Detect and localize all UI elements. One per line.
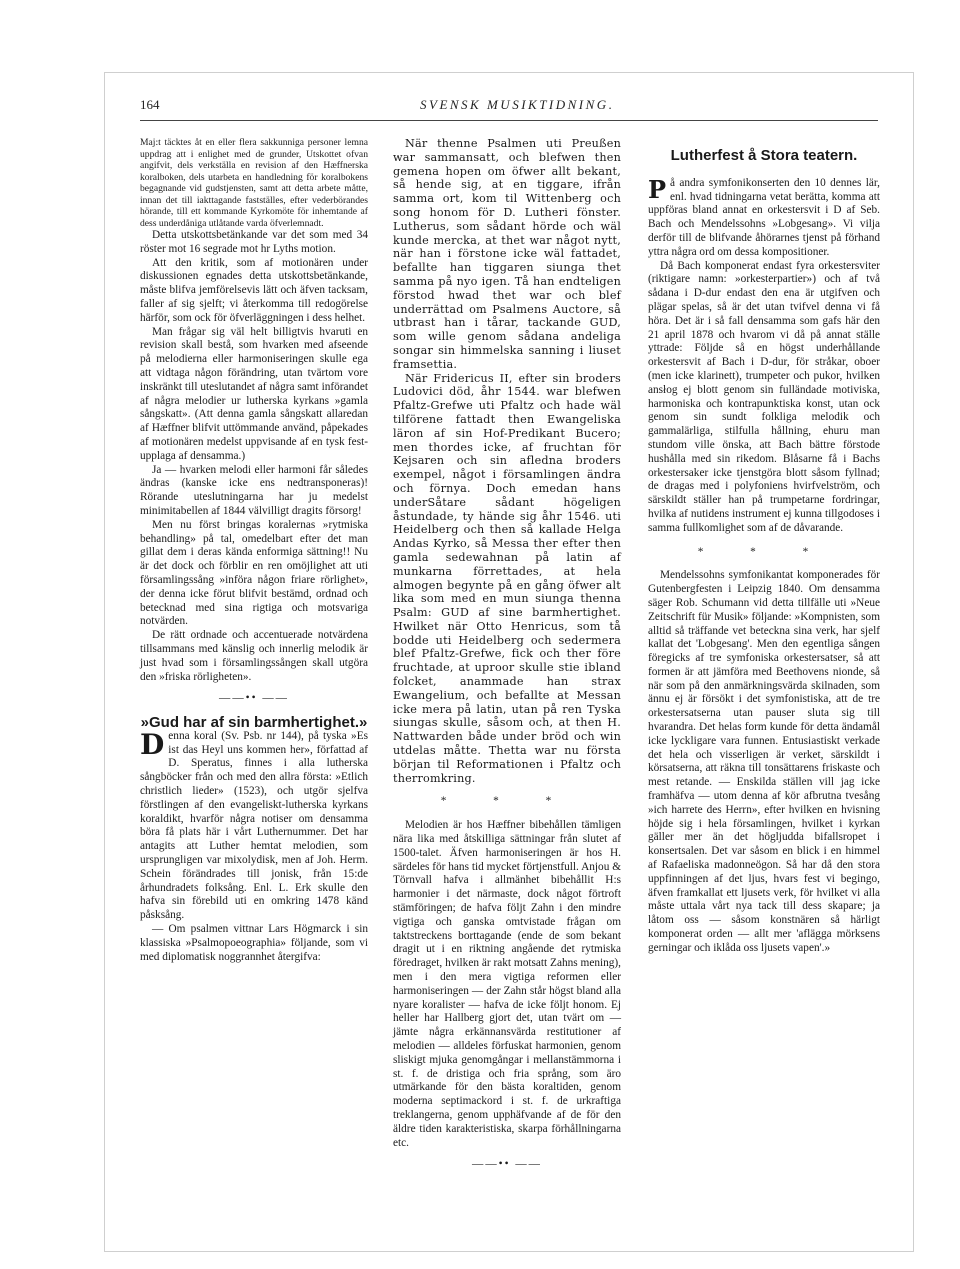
paragraph: — Om psalmen vittnar Lars Högmarck i sin klassiska »Psalmopoeographia» följande, som vi med diplomatisk noggrannhet återgifva: <box>140 923 368 963</box>
paragraph: Ja — hvarken melodi eller harmoni får således ändras (kanske icke ens nedtransponeras)! Rörande uteslutningarna har ju medelst minimitabellen af 1844 välvilligt dragits försorg! <box>140 463 368 517</box>
paragraph: Man frågar sig väl helt billigtvis hvaruti en revision skall bestå, som hvarken med afseende på melodierna eller harmoniseringen skulle ega att vidtaga någon förändring, utan tvärtom vore inskränkt till uteslutandet af några samt införandet af några melodier ur lutherska kyrkans »gamla sångskatt». (Att denna gamla sångskatt allaredan af Hæffner blifvit uttömmande använd, påpekades af motionären medelst uppvisande af en tysk fest-upplaga af densamma.) <box>140 325 368 462</box>
article-heading: »Gud har af sin barmhertighet.» <box>140 714 368 732</box>
paragraph: På andra symfonikonserten den 10 dennes lär, enl. hvad tidningarna vetat berätta, komma att uppföras bland annat en orkestersvit i D af Seb. Bach och Mendelssohns »Lobgesang». Vi vilja derför till de blifvande åhörarnes tjenst på förhand yttra några ord om dessa kompositioner. <box>648 174 880 258</box>
section-divider: ——•• —— <box>219 692 289 705</box>
section-divider: ——•• —— <box>472 1158 542 1171</box>
paragraph: Detta utskottsbetänkande var det som med 34 röster mot 16 segrade mot hr Lyths motion. <box>140 229 368 255</box>
quoted-fraktur-text: När Fridericus II, efter sin broders Ludovici död, åhr 1544. war blefwen Pfaltz-Grefwe uti Pfaltz och hade wäl tilförene fattadt then Ewangeliska läron af sin Hof-Predikant Bucero; men thordes icke, af fruchtan för Kejsaren och sin afledna broders exempel, något i församlingen ändra och förnya. Doch emedan hans underSåtare sådant högeligen åstundade, ty hände sig åhr 1546. uti Heidelberg och then så kallade Helga Andas Kyrko, så Messa ther efter then gamla sedewahnan på latin af munkarna förrettades, at hela almogen begynte på en gång öfwer alt lika som med en mun siunga thenna Psalm: GUD af sine barmhertighet. Hwilket när Otto Henricus, som tå bodde uti Heidelberg och sedermera blef Pfaltz-Grefwe, fick och ther före fruchtade, at uproor skulle stie ibland folcket, anammade han strax Ewangelium, och befallte at Messan icke mera på latin, utan på ren Tyska siungas skulle, såsom och, at then H. Nattwarden både under bröd och win utdelas måtte. Thetta war nu första början til Reformationen i Pfaltz och therromkring. <box>393 371 621 785</box>
header-rule <box>140 120 878 121</box>
paragraph: Då Bach komponerat endast fyra orkestersviter (riktigare namn: »orkesterpartier») och af två sådana i D-dur endast den ena är utgifven och plägar spelas, så är det utan tvifvel denna vi få höra. Det är i så fall densamma som gafs här den 21 april 1878 och hvarom vi då på annat ställe yttrade: Följde så en högst underhållande orkestersvit af Bach i D-dur, för stråkar, oboer (men icke klarinett), trumpeter och pukor, hvilken ansłog ej blott genom sin fulländade motiviska, harmoniska och kontrapunktiska konst, utan ock genom sin sundt folkliga melodik och gammalärliga, stilfulla hållning, ehuru man stundom ville önska, att Bach bättre förstode hushålla med sin rikedom. Blåsarne få i Bachs orkestersaker icke tjenstgöra blott såsom fyllnad; de dragas med i polyfoniens hvirfvelström, och särskildt ställer han på trumpetarne fordringar, hvilka af nutidens instrument ej kunna tillgodoses i samma fullkomlighet som af de dåvarande. <box>648 259 880 534</box>
article-heading: Lutherfest å Stora teatern. <box>670 147 858 164</box>
paragraph: Att den kritik, som af motionären under diskussionen egnades detta utskottsbetänkande, måste blifva jemförelsevis lätt och äfven tacksam, faller af sig sjelft; vi återkomma till redogörelse härför, som ock för öfverläggningen i dess helhet. <box>140 256 368 324</box>
section-stars: * * * <box>440 795 574 808</box>
running-title: SVENSK MUSIKTIDNING. <box>420 97 615 112</box>
section-stars: * * * <box>697 545 831 558</box>
drop-cap: D <box>140 727 165 761</box>
column-middle <box>393 137 621 1182</box>
paragraph: Denna koral (Sv. Psb. nr 144), på tyska »Es ist das Heyl uns kommen her», författad af D. Speratus, finnes i alla lutherska sångböcker från och med den allra första: »Etlich christlich lieder» (1523), och utgör sjelfva förstlingen af den evangeliskt-lutherska kyrkans koraldikt, hvarför några notiser om densamma böra få plats här i vårt Luthernummer. Det har antagits att Luther hemtat melodien, som ursprungligen var mixolydisk, men af Joh. Herm. Schein förändrades till jonisk, från 15:de århundradets folksång. Enl. L. Erk skulle den hafva sin förebild uti en omkring 1478 känd påsksång. <box>140 727 368 922</box>
quoted-resolution: Maj:t täcktes åt en eller flera sakkunniga personer lemna uppdrag att i enlighet med de grunder, Utskottet ofvan angifvit, dels verkställa en revision af den Hæffnerska koralboken, dels utarbeta en handledning för koralbokens begagnande vid gudstjensten, samt att detta arbete måtte, innan det till iakttagande fastställes, efter vederbörandes hörande, till ett kommande Kyrkomöte för inhemtande af dess underdåniga utlåtande varda öfverlemnadt. <box>140 137 368 229</box>
paragraph: Men nu först bringas koralernas »rytmiska behandling» på tal, omedelbart efter det man gillat dem i deras kända enformiga sättning!! Nu är det dock och förblir en ren omöjlighet att uti församlingssång »införa någon friare rörlighet», der denna icke förut blifvit bestämd, ordnad och betecknad med sina rigtiga och motsvariga notvärden. <box>140 518 368 628</box>
quoted-fraktur-text: När thenne Psalmen uti Preußen war sammansatt, och blefwen then gemena hopen om öfwer allt bekant, så hende sig, at en tiggare, ifrån samma ort, kom til Wittenberg och song honom för D. Lutheri fönster. Lutherus, som sådant hörde och wäl kunde mercka, at thet war något nytt, när han i förstone icke wäl fattadet, befallte han tiggaren siunga thet samma på nyo igen. Tå han endteligen förstod hwad thet war och blef underrättad om Psalmens Auctore, så utbrast han i tårar, tackande GUD, som wille genom sådana andeliga songar sin himmelska sanning i liuset framsettia. <box>393 137 621 371</box>
paragraph: Mendelssohns symfonikantat komponerades för Gutenbergfesten i Leipzig 1840. Om densamma säger Rob. Schumann vid detta tillfälle uti »Neue Zeitschrift für Musik» följande: »Kompnisten, som alltid så träffande vet beteckna sina verk, har sjelf kallat det 'Lobgesang'. Men den egentliga sången föregicks af tre symfoniska orkestersatser, så att formen är att jämföra med Beethovens nionde, så när som på den anmärkningsvärda skilnaden, som ännu ej är försökt i det symfonistiska, att de tre orkestersatserna utan pauser sluta sig till hvarandra. Det helas form kunde för detta ändamål icke lyckligare vara funnen. Entusiastiskt verkade det hela och visserligen är verket, särskildt i körsatserna, att räkna till tonsättarens friskaste och mest retande. — Enskilda ställen vill jag icke framhäfva — utom denna af kör afbrutna tvesång »ich harrete des Herrn», efter hvilken en hvisning höjde sig i hela församlingen, hvilket i kyrkan gäller mer än det högljudda bifallsropet i konsertsalen. Det var såsom en blick i en himmel af Rafaeliska madonneögon. Så har då den stora uppfinningen af det ljus, hvars fest vi begingo, äfven framkallat ett ljusets verk, för hvilket vi alla måste uttala vårt nya tack till dess skapare; ja låtom oss — såsom konstnären så härligt komponerat orden — allt mer 'aflägga mörksens gerningar och iklåda oss ljusets vapen'.» <box>648 569 880 954</box>
page-number: 164 <box>140 97 160 112</box>
column-right <box>648 137 880 956</box>
paragraph: De rätt ordnade och accentuerade notvärdena tillsammans med känslig och innerlig melodik är just hvad som i församlingssången skall utgöra den »friska rörligheten». <box>140 629 368 683</box>
drop-cap: P <box>648 174 667 204</box>
column-left <box>140 137 368 964</box>
paragraph: Melodien är hos Hæffner bibehållen tämligen nära lika med åtskilliga sättningar från slutet af 1500-talet. Äfven harmoniseringen är hos H. särdeles för hans tid mycket förtjenstfull. Anjou & Törnvall hafva i allmänhet bibehållit H:s harmonier i det närmaste, dock något förtroft stämföringen; de hafva följt Zahn i den mindre vigtiga och ganska omtvistade frågan om taktstreckens borttagande (ende de som bekant dragit ut i en riktning angående det rytmiska föredraget, hvilken är rakt motsatt Zahns mening), men i den mera vigtiga reformen eller harmoniseringen — der Zahn står högst bland alla nyare koralister — hafva de icke följt honom. Ej heller har Hallberg gjort det, utan tvärt om — jämte några erkännansvärda restitutioner af melodien — alldeles förfuskat harmonien, genom sliskigt mjuka genomgångar i mellanstämmorna i st. f. de dristiga och fria språng, som äro utmärkande för den bästa koraltiden, genom moderna septimackord i st. f. de urkraftiga treklangerna, genom upphäfvande af de för den äldre tiden karakteristiska, skarpa förhållningarna etc. <box>393 819 621 1149</box>
